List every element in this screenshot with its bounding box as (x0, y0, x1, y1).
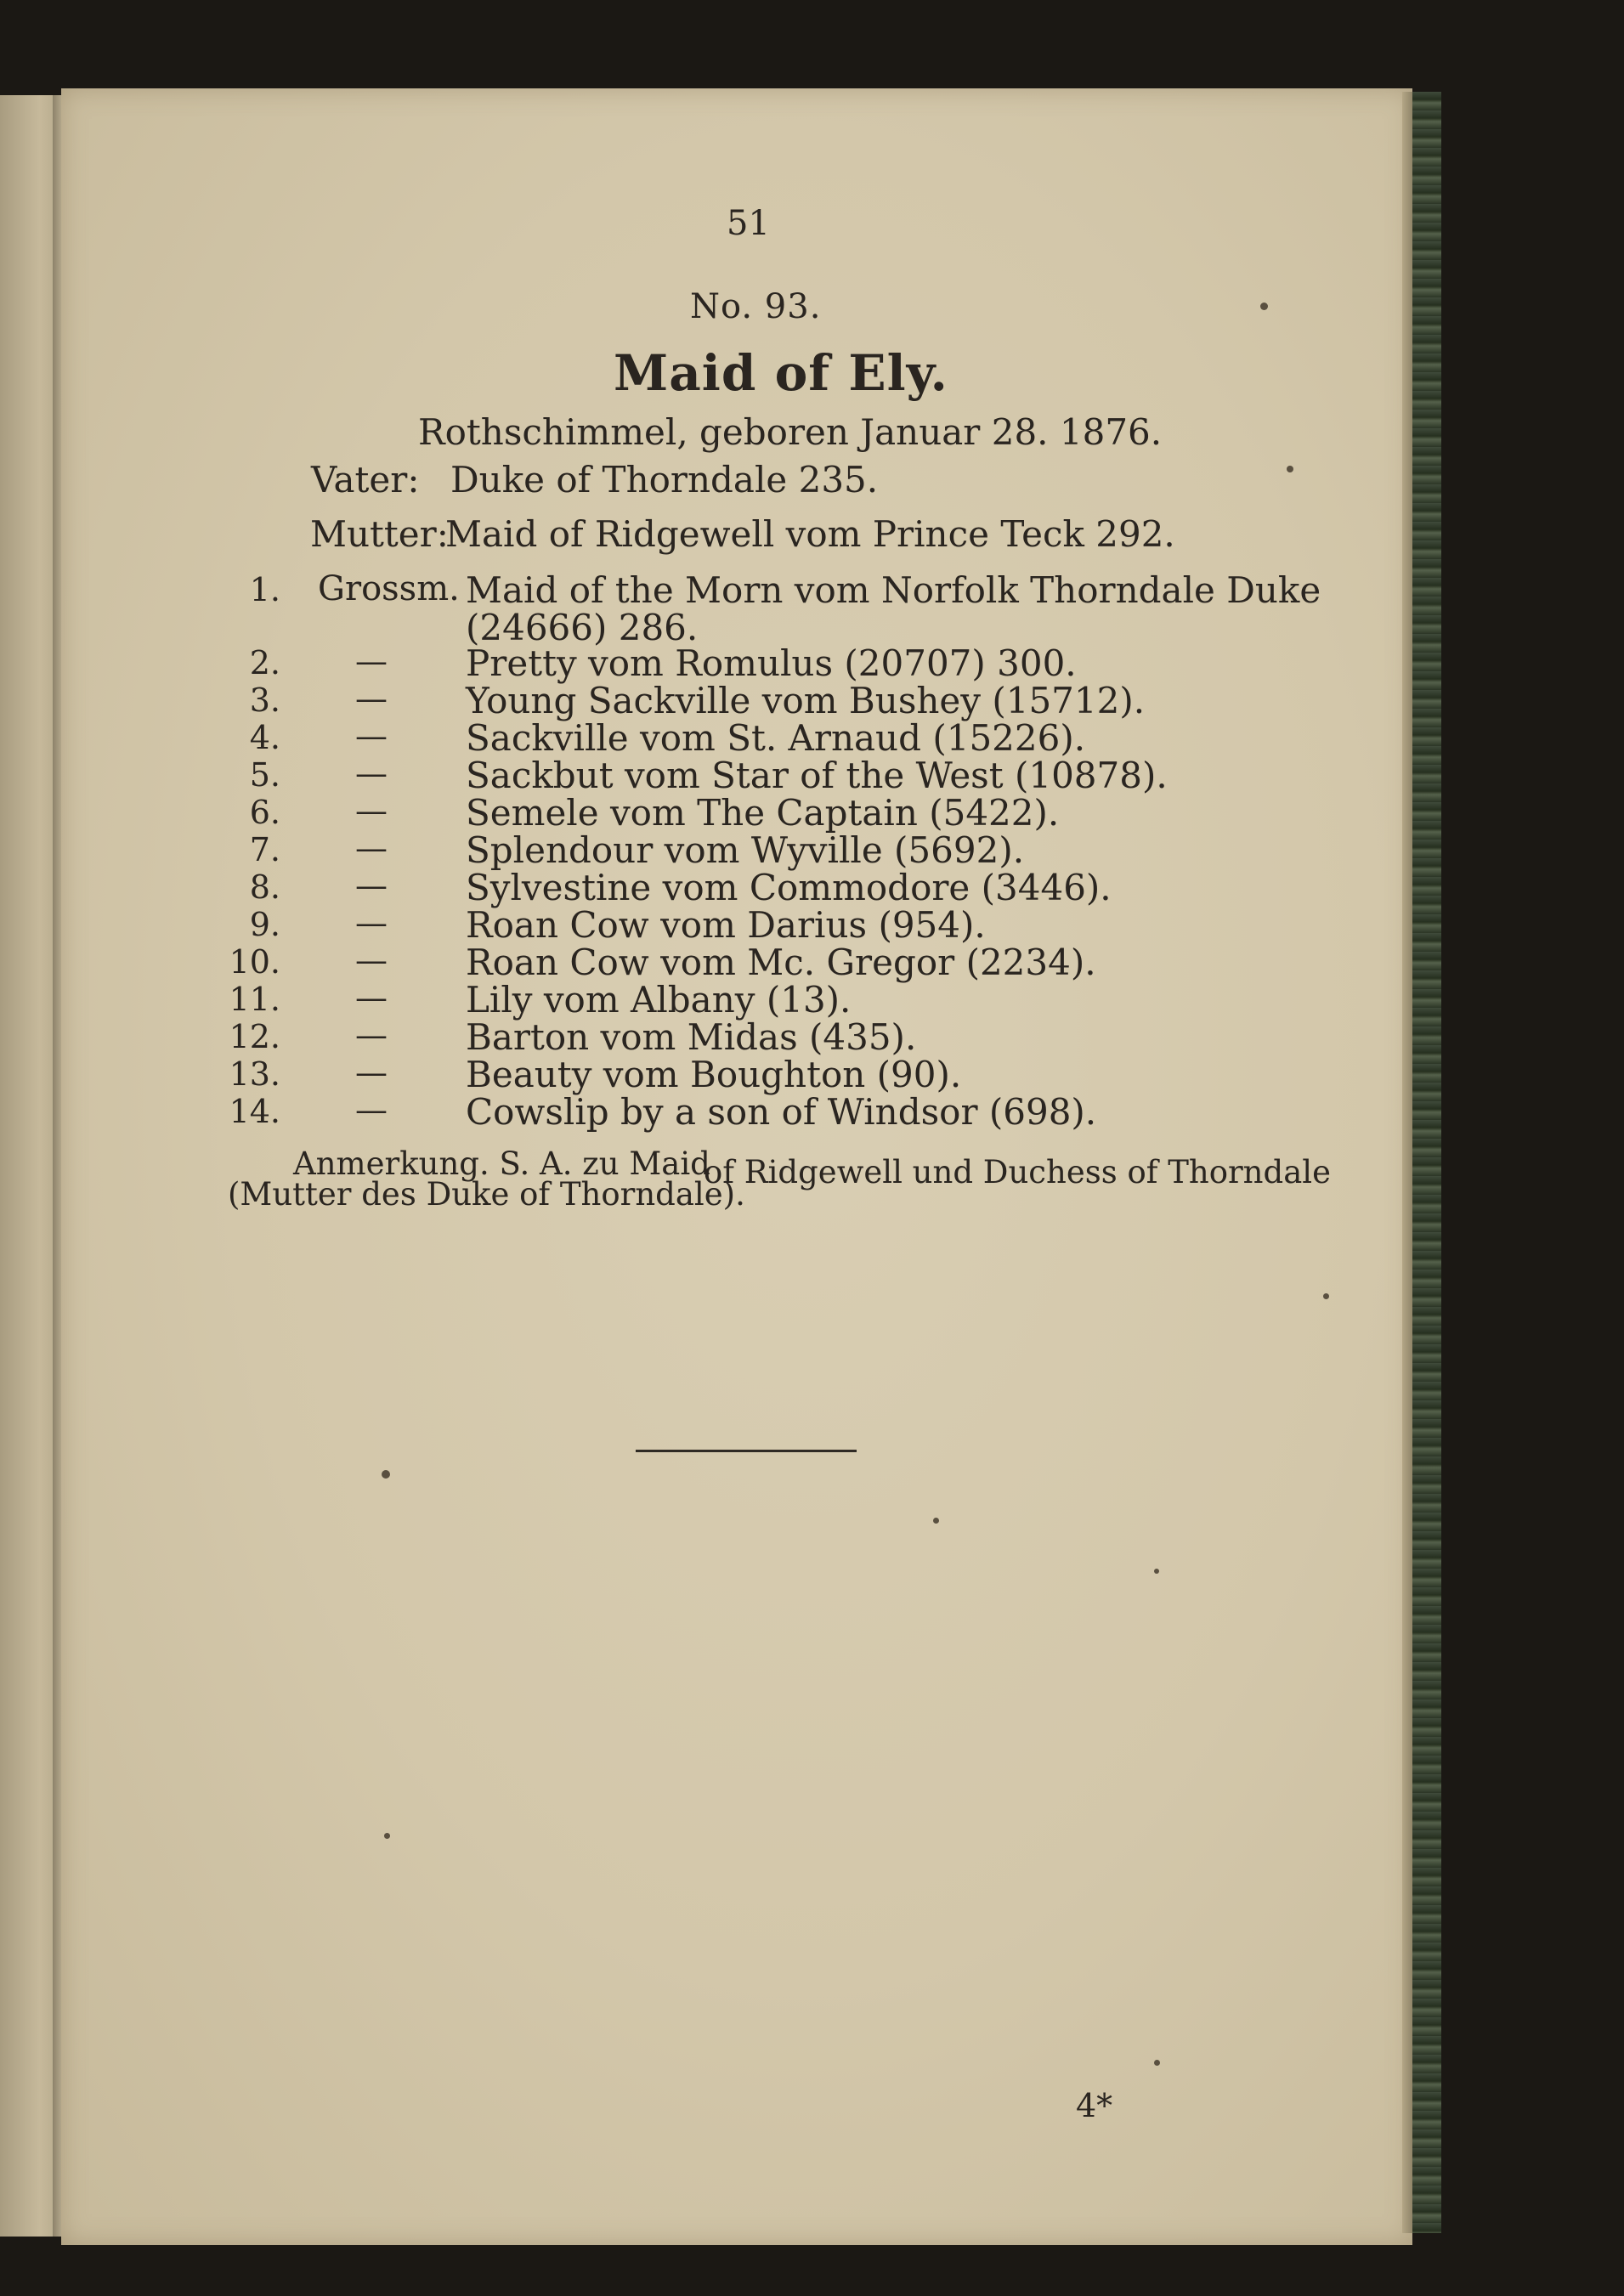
row-number: 13. (229, 1055, 280, 1093)
row-text: Cowslip by a son of Windsor (698). (466, 1091, 1097, 1133)
row-relation: — (355, 717, 388, 755)
row-number: 3. (249, 681, 280, 719)
row-relation: — (355, 1091, 388, 1128)
paper-speck (1154, 1569, 1159, 1574)
dam-value: Maid of Ridgewell vom Prince Teck 292. (445, 513, 1175, 555)
row-text: Beauty vom Boughton (90). (466, 1054, 962, 1095)
sire-value: Duke of Thorndale 235. (450, 459, 879, 500)
row-number: 10. (229, 943, 280, 981)
row-relation: — (355, 942, 388, 979)
row-number: 9. (249, 906, 280, 943)
row-number: 2. (249, 644, 280, 681)
row-relation: — (355, 1016, 388, 1054)
row-text: Barton vom Midas (435). (466, 1016, 917, 1058)
row-text: Maid of the Morn vom Norfolk Thorndale Duke (466, 569, 1321, 611)
paper-speck (382, 1470, 390, 1479)
row-text: Sylvestine vom Commodore (3446). (466, 867, 1112, 908)
sire-label: Vater: (311, 459, 420, 500)
row-text: Sackbut vom Star of the West (10878). (466, 755, 1168, 796)
row-relation: — (355, 904, 388, 942)
row-relation: — (355, 1054, 388, 1091)
note-line-2: (Mutter des Duke of Thorndale). (228, 1176, 745, 1213)
note-line-1b: of Ridgewell und Duchess of Thorndale (704, 1154, 1331, 1190)
paper-speck (384, 1833, 390, 1839)
row-relation: — (355, 755, 388, 792)
row-text: Lily vom Albany (13). (466, 979, 852, 1021)
row-number: 1. (249, 571, 280, 608)
row-relation: Grossm. (318, 569, 460, 608)
row-number: 4. (249, 719, 280, 756)
row-text: Sackville vom St. Arnaud (15226). (466, 717, 1086, 759)
row-text: Splendour vom Wyville (5692). (466, 829, 1025, 871)
record-number: No. 93. (690, 287, 822, 326)
row-text: Semele vom The Captain (5422). (466, 792, 1060, 834)
signature-mark: 4* (1076, 2087, 1113, 2124)
row-relation: — (355, 979, 388, 1016)
row-number: 5. (249, 756, 280, 794)
paper-speck (1260, 303, 1268, 310)
row-relation: — (355, 680, 388, 717)
row-relation: — (355, 792, 388, 829)
row-number: 7. (249, 831, 280, 868)
row-relation: — (355, 829, 388, 867)
row-number: 8. (249, 868, 280, 906)
row-number: 6. (249, 794, 280, 831)
book-binding (1412, 92, 1441, 2233)
row-number: 14. (229, 1093, 280, 1130)
description-line: Rothschimmel, geboren Januar 28. 1876. (418, 411, 1163, 453)
paper-speck (1154, 2060, 1160, 2066)
paper-speck (1323, 1293, 1329, 1299)
page-title: Maid of Ely. (614, 344, 948, 402)
row-number: 11. (229, 981, 280, 1018)
row-relation: — (355, 867, 388, 904)
row-text: Pretty vom Romulus (20707) 300. (466, 642, 1077, 684)
row-number: 12. (229, 1018, 280, 1055)
row-text: Roan Cow vom Mc. Gregor (2234). (466, 942, 1096, 983)
row-text: Roan Cow vom Darius (954). (466, 904, 986, 946)
page-number: 51 (727, 204, 770, 243)
paper-speck (1287, 466, 1293, 472)
note-line-1a: Anmerkung. S. A. zu Maid (293, 1145, 710, 1182)
row-text-continued: (24666) 286. (466, 607, 699, 648)
dam-label: Mutter: (310, 513, 449, 555)
row-text: Young Sackville vom Bushey (15712). (466, 680, 1146, 721)
paper-speck (933, 1518, 939, 1524)
section-divider (636, 1450, 857, 1452)
row-relation: — (355, 642, 388, 680)
